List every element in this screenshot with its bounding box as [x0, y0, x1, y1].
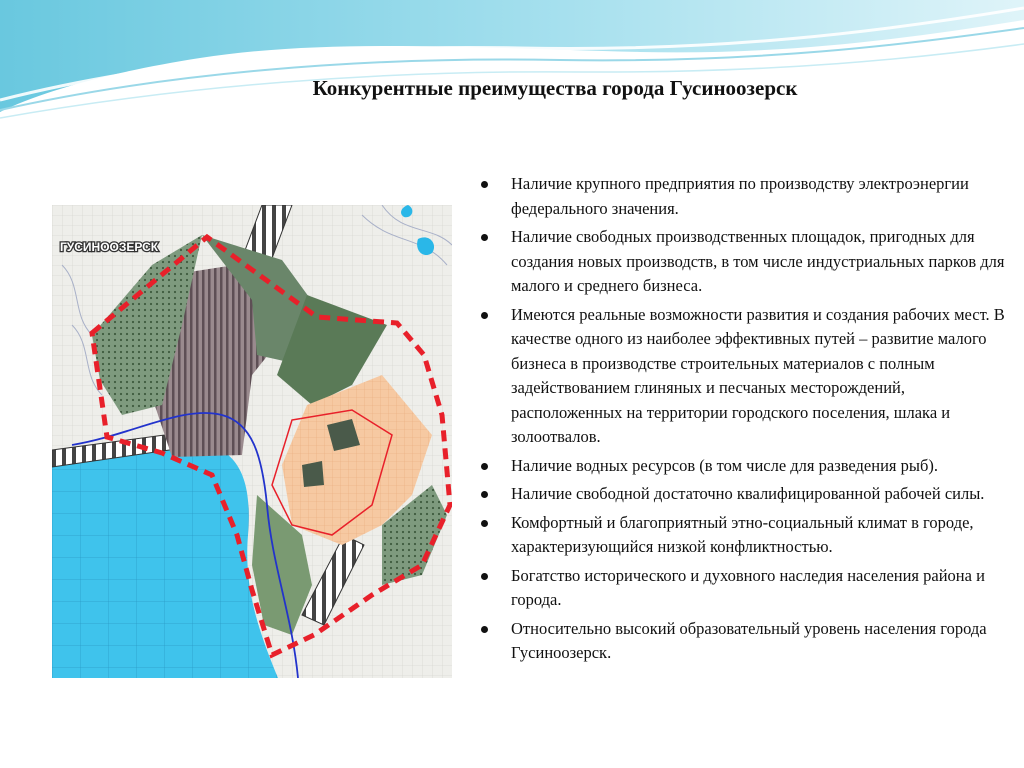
bullet-item: Богатство исторического и духовного наследия населения района и города.: [478, 564, 1018, 613]
bullet-item: Комфортный и благоприятный этно-социальный климат в городе, характеризующийся низкой конфликтностью.: [478, 511, 1018, 560]
bullet-item: Наличие свободных производственных площадок, пригодных для создания новых производств, в том числе индустриальных парков для малого и среднего бизнеса.: [478, 225, 1018, 299]
header-wave-decoration: [0, 0, 1024, 130]
city-map: [52, 205, 452, 678]
bullet-item: Наличие крупного предприятия по производству электроэнергии федерального значения.: [478, 172, 1018, 221]
bullet-item: Имеются реальные возможности развития и создания рабочих мест. В качестве одного из наиболее эффективных путей – развитие малого бизнеса в производстве строительных материалов с полным задействованием глиняных и песчаных месторождений, расположенных на территории городского поселения, шлака и золоотвалов.: [478, 303, 1018, 450]
bullet-item: Относительно высокий образовательный уровень населения города Гусиноозерск.: [478, 617, 1018, 666]
bullet-item: Наличие свободной достаточно квалифицированной рабочей силы.: [478, 482, 1018, 507]
map-label: ГУСИНООЗЕРСК: [60, 240, 159, 254]
slide-title: Конкурентные преимущества города Гусиноозерск: [312, 76, 798, 100]
advantages-list: [478, 172, 1018, 670]
bullet-item: Наличие водных ресурсов (в том числе для разведения рыб).: [478, 454, 1018, 479]
